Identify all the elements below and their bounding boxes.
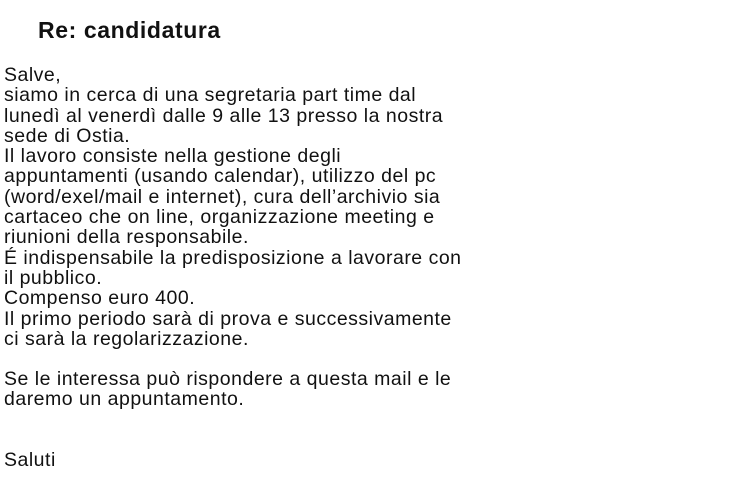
- email-greeting: Salve,: [4, 64, 62, 86]
- body-line: Il primo periodo sarà di prova e successivamente: [4, 307, 452, 330]
- body-line: siamo in cerca di una segretaria part time dal: [4, 84, 417, 107]
- body-line: lunedì al venerdì dalle 9 alle 13 presso la nostra: [4, 104, 444, 127]
- body-line: Se le interessa può rispondere a questa mail e le: [4, 368, 452, 391]
- body-line: cartaceo che on line, organizzazione meeting e: [4, 206, 435, 229]
- email-body: [4, 65, 734, 470]
- email-closing: Saluti: [4, 448, 56, 471]
- body-line: É indispensabile la predisposizione a lavorare con: [4, 246, 462, 269]
- body-line: daremo un appuntamento.: [4, 388, 245, 411]
- body-line: sede di Ostia.: [4, 124, 131, 147]
- body-line: riunioni della responsabile.: [4, 226, 249, 249]
- body-line: il pubblico.: [4, 266, 103, 289]
- body-line: ci sarà la regolarizzazione.: [4, 327, 249, 350]
- body-line: (word/exel/mail e internet), cura dell’archivio sia: [4, 185, 441, 208]
- body-line: Compenso euro 400.: [4, 287, 196, 310]
- body-line: Il lavoro consiste nella gestione degli: [4, 145, 342, 168]
- email-subject: Re: candidatura: [38, 17, 221, 43]
- body-line: appuntamenti (usando calendar), utilizzo del pc: [4, 165, 437, 188]
